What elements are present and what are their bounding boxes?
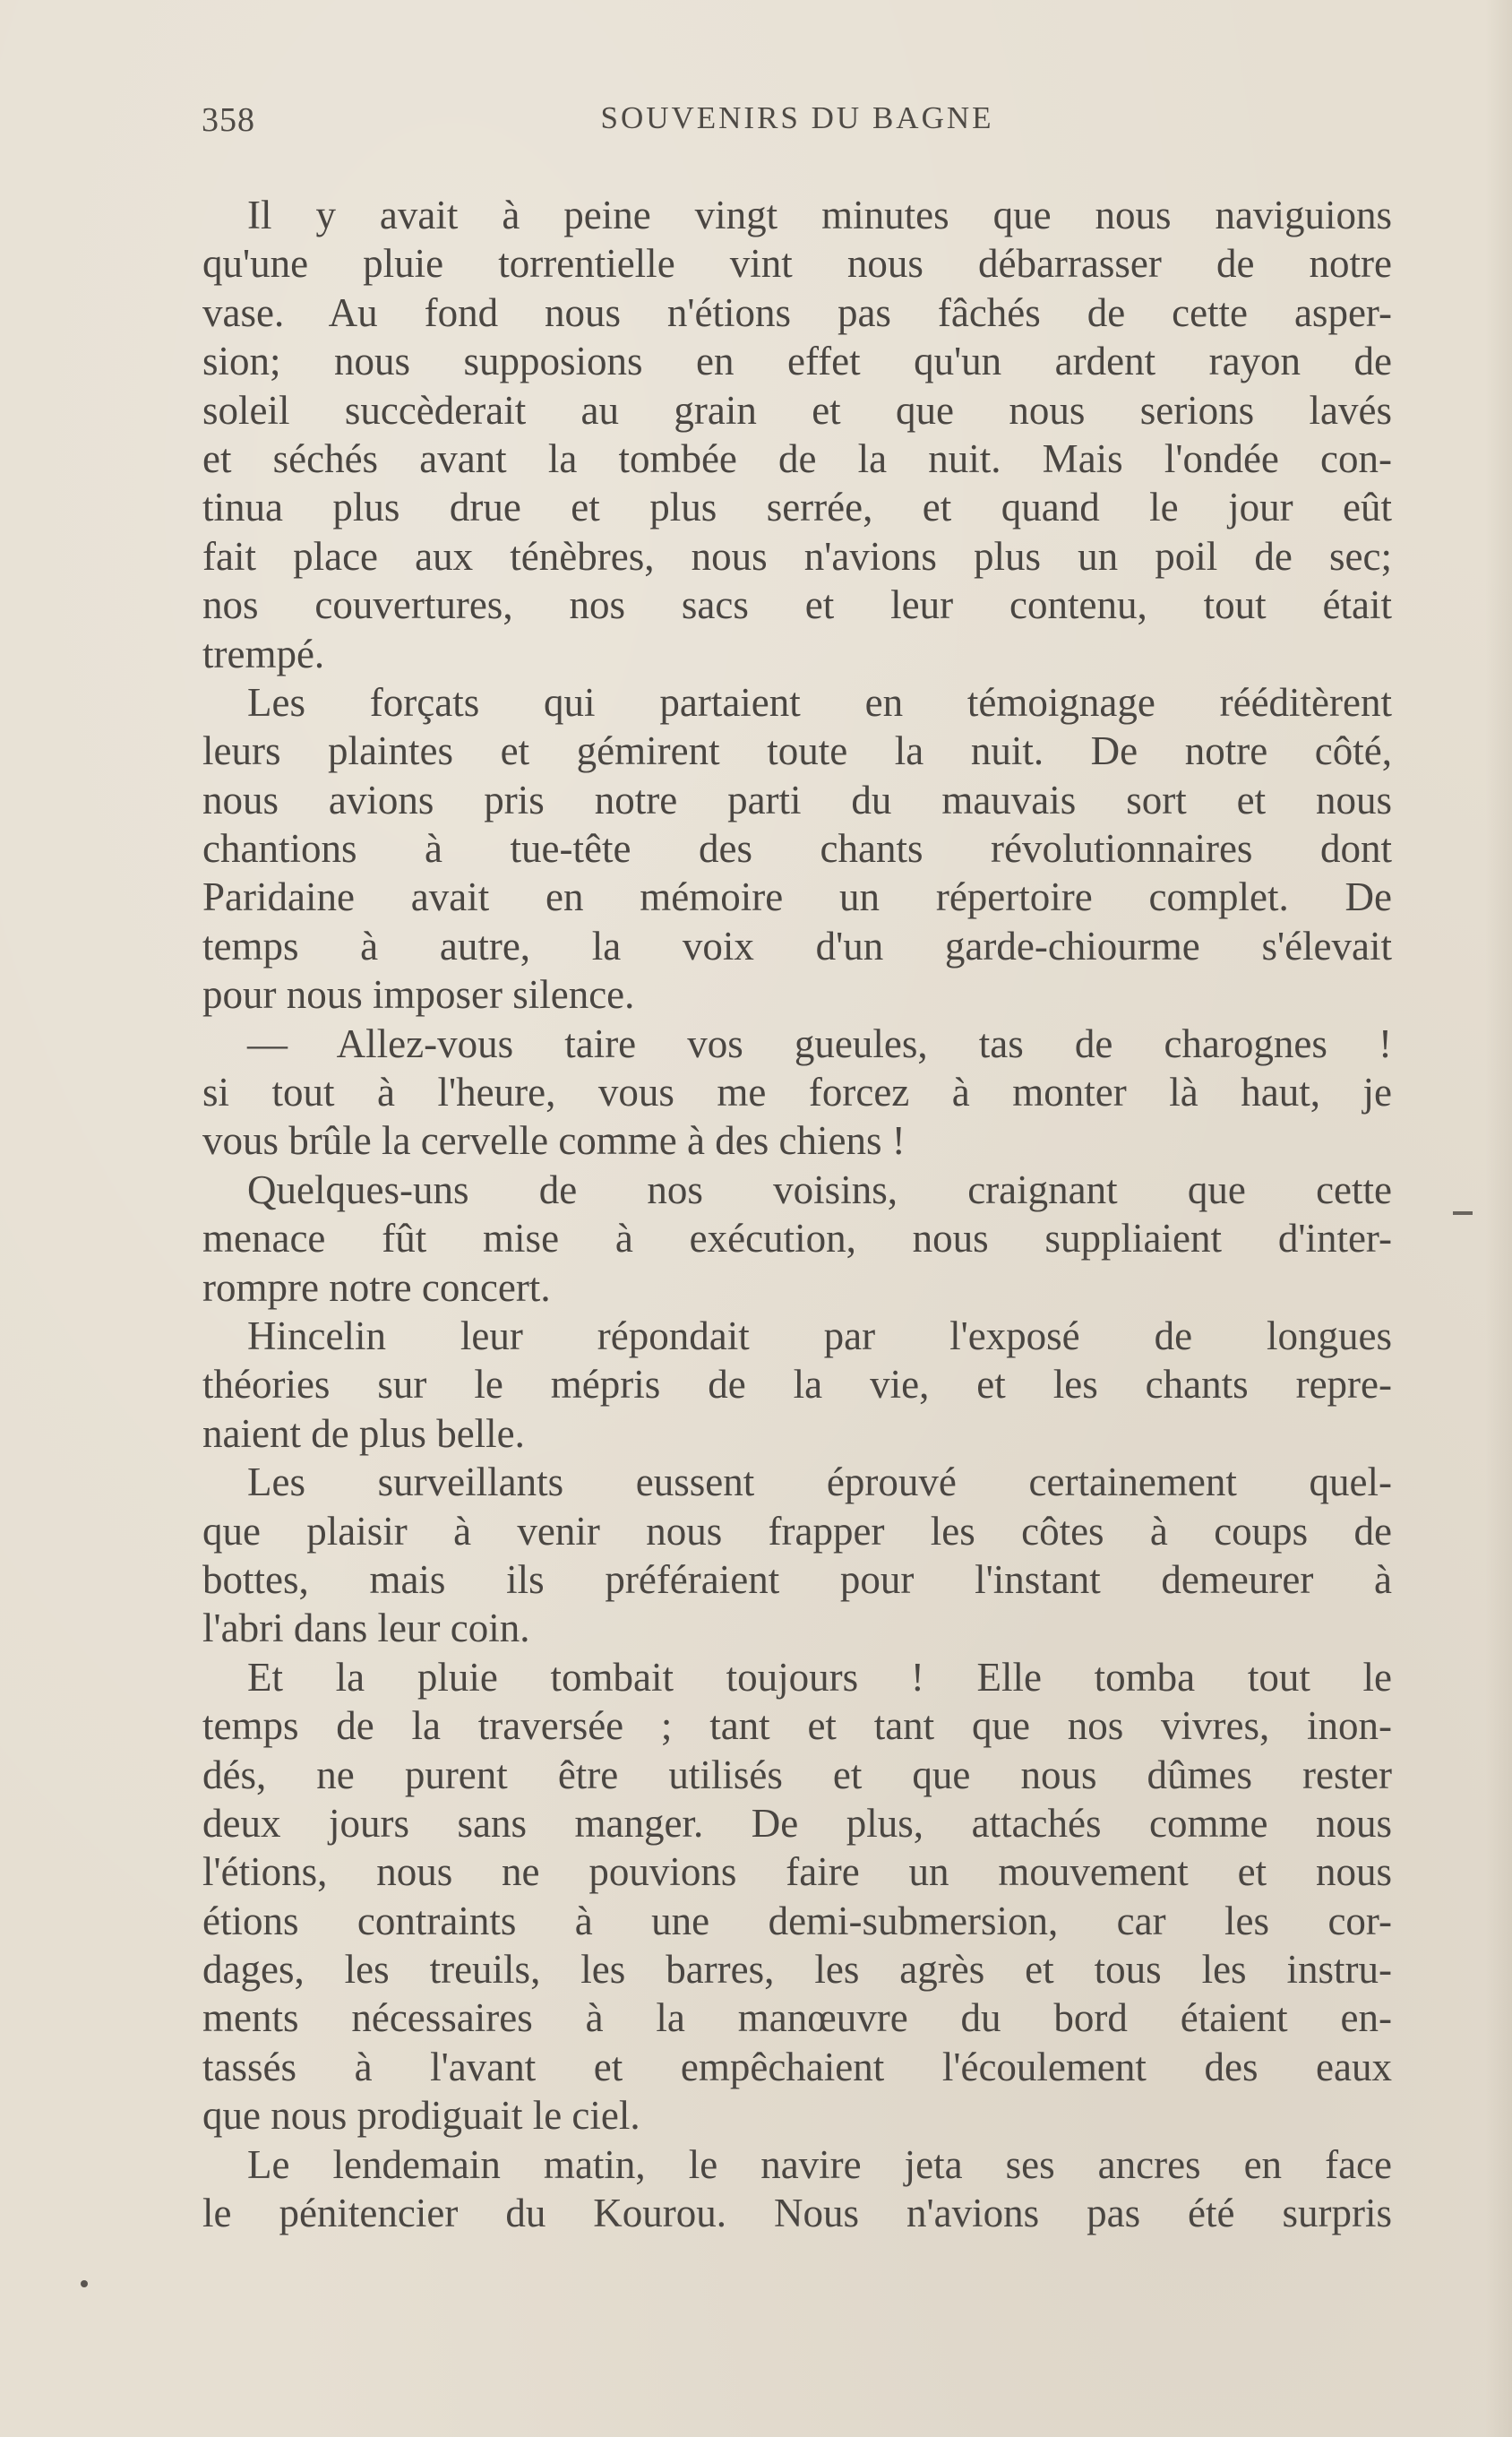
- ink-speck: [81, 2280, 88, 2287]
- text-line: Paridaine avait en mémoire un répertoire complet. De: [202, 874, 1392, 920]
- text-line: vous brûle la cervelle comme à des chiens !: [202, 1118, 906, 1164]
- text-line: temps de la traversée ; tant et tant que nos vivres, inon-: [202, 1703, 1392, 1749]
- text-line: temps à autre, la voix d'un garde-chiourme s'élevait: [202, 923, 1392, 969]
- text-line: nous avions pris notre parti du mauvais sort et nous: [202, 777, 1392, 822]
- paragraph: [202, 191, 1392, 678]
- text-line: fait place aux ténèbres, nous n'avions plus un poil de sec;: [202, 533, 1392, 579]
- text-line: tassés à l'avant et empêchaient l'écoulement des eaux: [202, 2044, 1392, 2089]
- page-number: 358: [202, 101, 255, 139]
- text-line: trempé.: [202, 631, 325, 676]
- paragraph: [202, 1166, 1392, 1312]
- text-line: qu'une pluie torrentielle vint nous débarrasser de notre: [202, 241, 1392, 287]
- text-line: dages, les treuils, les barres, les agrès et tous les instru-: [202, 1947, 1392, 1993]
- text-line: deux jours sans manger. De plus, attachés comme nous: [202, 1800, 1392, 1846]
- paragraph: [202, 1653, 1392, 2140]
- text-line: rompre notre concert.: [202, 1264, 551, 1310]
- text-line: l'étions, nous ne pouvions faire un mouvement et nous: [202, 1849, 1392, 1895]
- text-line: menace fût mise à exécution, nous suppliaient d'inter-: [202, 1216, 1392, 1262]
- text-line: Hincelin leur répondait par l'exposé de longues: [247, 1313, 1392, 1358]
- text-line: Et la pluie tombait toujours ! Elle tomba tout le: [247, 1654, 1392, 1700]
- paragraph: [202, 1312, 1392, 1458]
- text-line: Le lendemain matin, le navire jeta ses ancres en face: [247, 2141, 1392, 2187]
- paragraph: [202, 678, 1392, 1020]
- text-line: Les forçats qui partaient en témoignage rééditèrent: [247, 679, 1392, 725]
- text-line: théories sur le mépris de la vie, et les chants repre-: [202, 1362, 1392, 1408]
- text-line: bottes, mais ils préféraient pour l'instant demeurer à: [202, 1556, 1392, 1602]
- text-line: dés, ne purent être utilisés et que nous dûmes rester: [202, 1752, 1392, 1797]
- text-line: l'abri dans leur coin.: [202, 1606, 530, 1651]
- text-line: soleil succèderait au grain et que nous serions lavés: [202, 387, 1392, 433]
- text-line: le pénitencier du Kourou. Nous n'avions pas été surpris: [202, 2191, 1392, 2236]
- text-line: ments nécessaires à la manœuvre du bord étaient en-: [202, 1995, 1392, 2041]
- text-line: étions contraints à une demi-submersion, car les cor-: [202, 1898, 1392, 1943]
- page-header: [202, 100, 1393, 145]
- page-edge-shadow: [1485, 0, 1512, 2437]
- paragraph: [202, 1020, 1392, 1166]
- text-line: sion; nous supposions en effet qu'un ardent rayon de: [202, 339, 1392, 384]
- paragraph: [202, 2140, 1392, 2238]
- body-text: [202, 191, 1392, 2237]
- text-line: vase. Au fond nous n'étions pas fâchés de cette asper-: [202, 289, 1392, 335]
- text-line: que plaisir à venir nous frapper les côtes à coups de: [202, 1508, 1392, 1554]
- text-line: tinua plus drue et plus serrée, et quand le jour eût: [202, 485, 1392, 530]
- text-line: si tout à l'heure, vous me forcez à monter là haut, je: [202, 1070, 1392, 1115]
- margin-mark: [1453, 1211, 1473, 1215]
- text-line: — Allez-vous taire vos gueules, tas de charognes !: [247, 1020, 1392, 1066]
- running-title: SOUVENIRS DU BAGNE: [600, 100, 994, 135]
- text-line: leurs plaintes et gémirent toute la nuit. De notre côté,: [202, 728, 1392, 774]
- text-line: Il y avait à peine vingt minutes que nous naviguions: [247, 193, 1392, 237]
- paragraph: [202, 1458, 1392, 1653]
- text-line: chantions à tue-tête des chants révolutionnaires dont: [202, 826, 1392, 872]
- text-line: Les surveillants eussent éprouvé certainement quel-: [247, 1460, 1392, 1505]
- text-line: pour nous imposer silence.: [202, 972, 635, 1018]
- text-line: nos couvertures, nos sacs et leur contenu, tout était: [202, 582, 1392, 628]
- text-line: et séchés avant la tombée de la nuit. Mais l'ondée con-: [202, 435, 1392, 481]
- text-line: que nous prodiguait le ciel.: [202, 2093, 640, 2139]
- text-line: naient de plus belle.: [202, 1410, 525, 1456]
- text-line: Quelques-uns de nos voisins, craignant que cette: [247, 1167, 1392, 1212]
